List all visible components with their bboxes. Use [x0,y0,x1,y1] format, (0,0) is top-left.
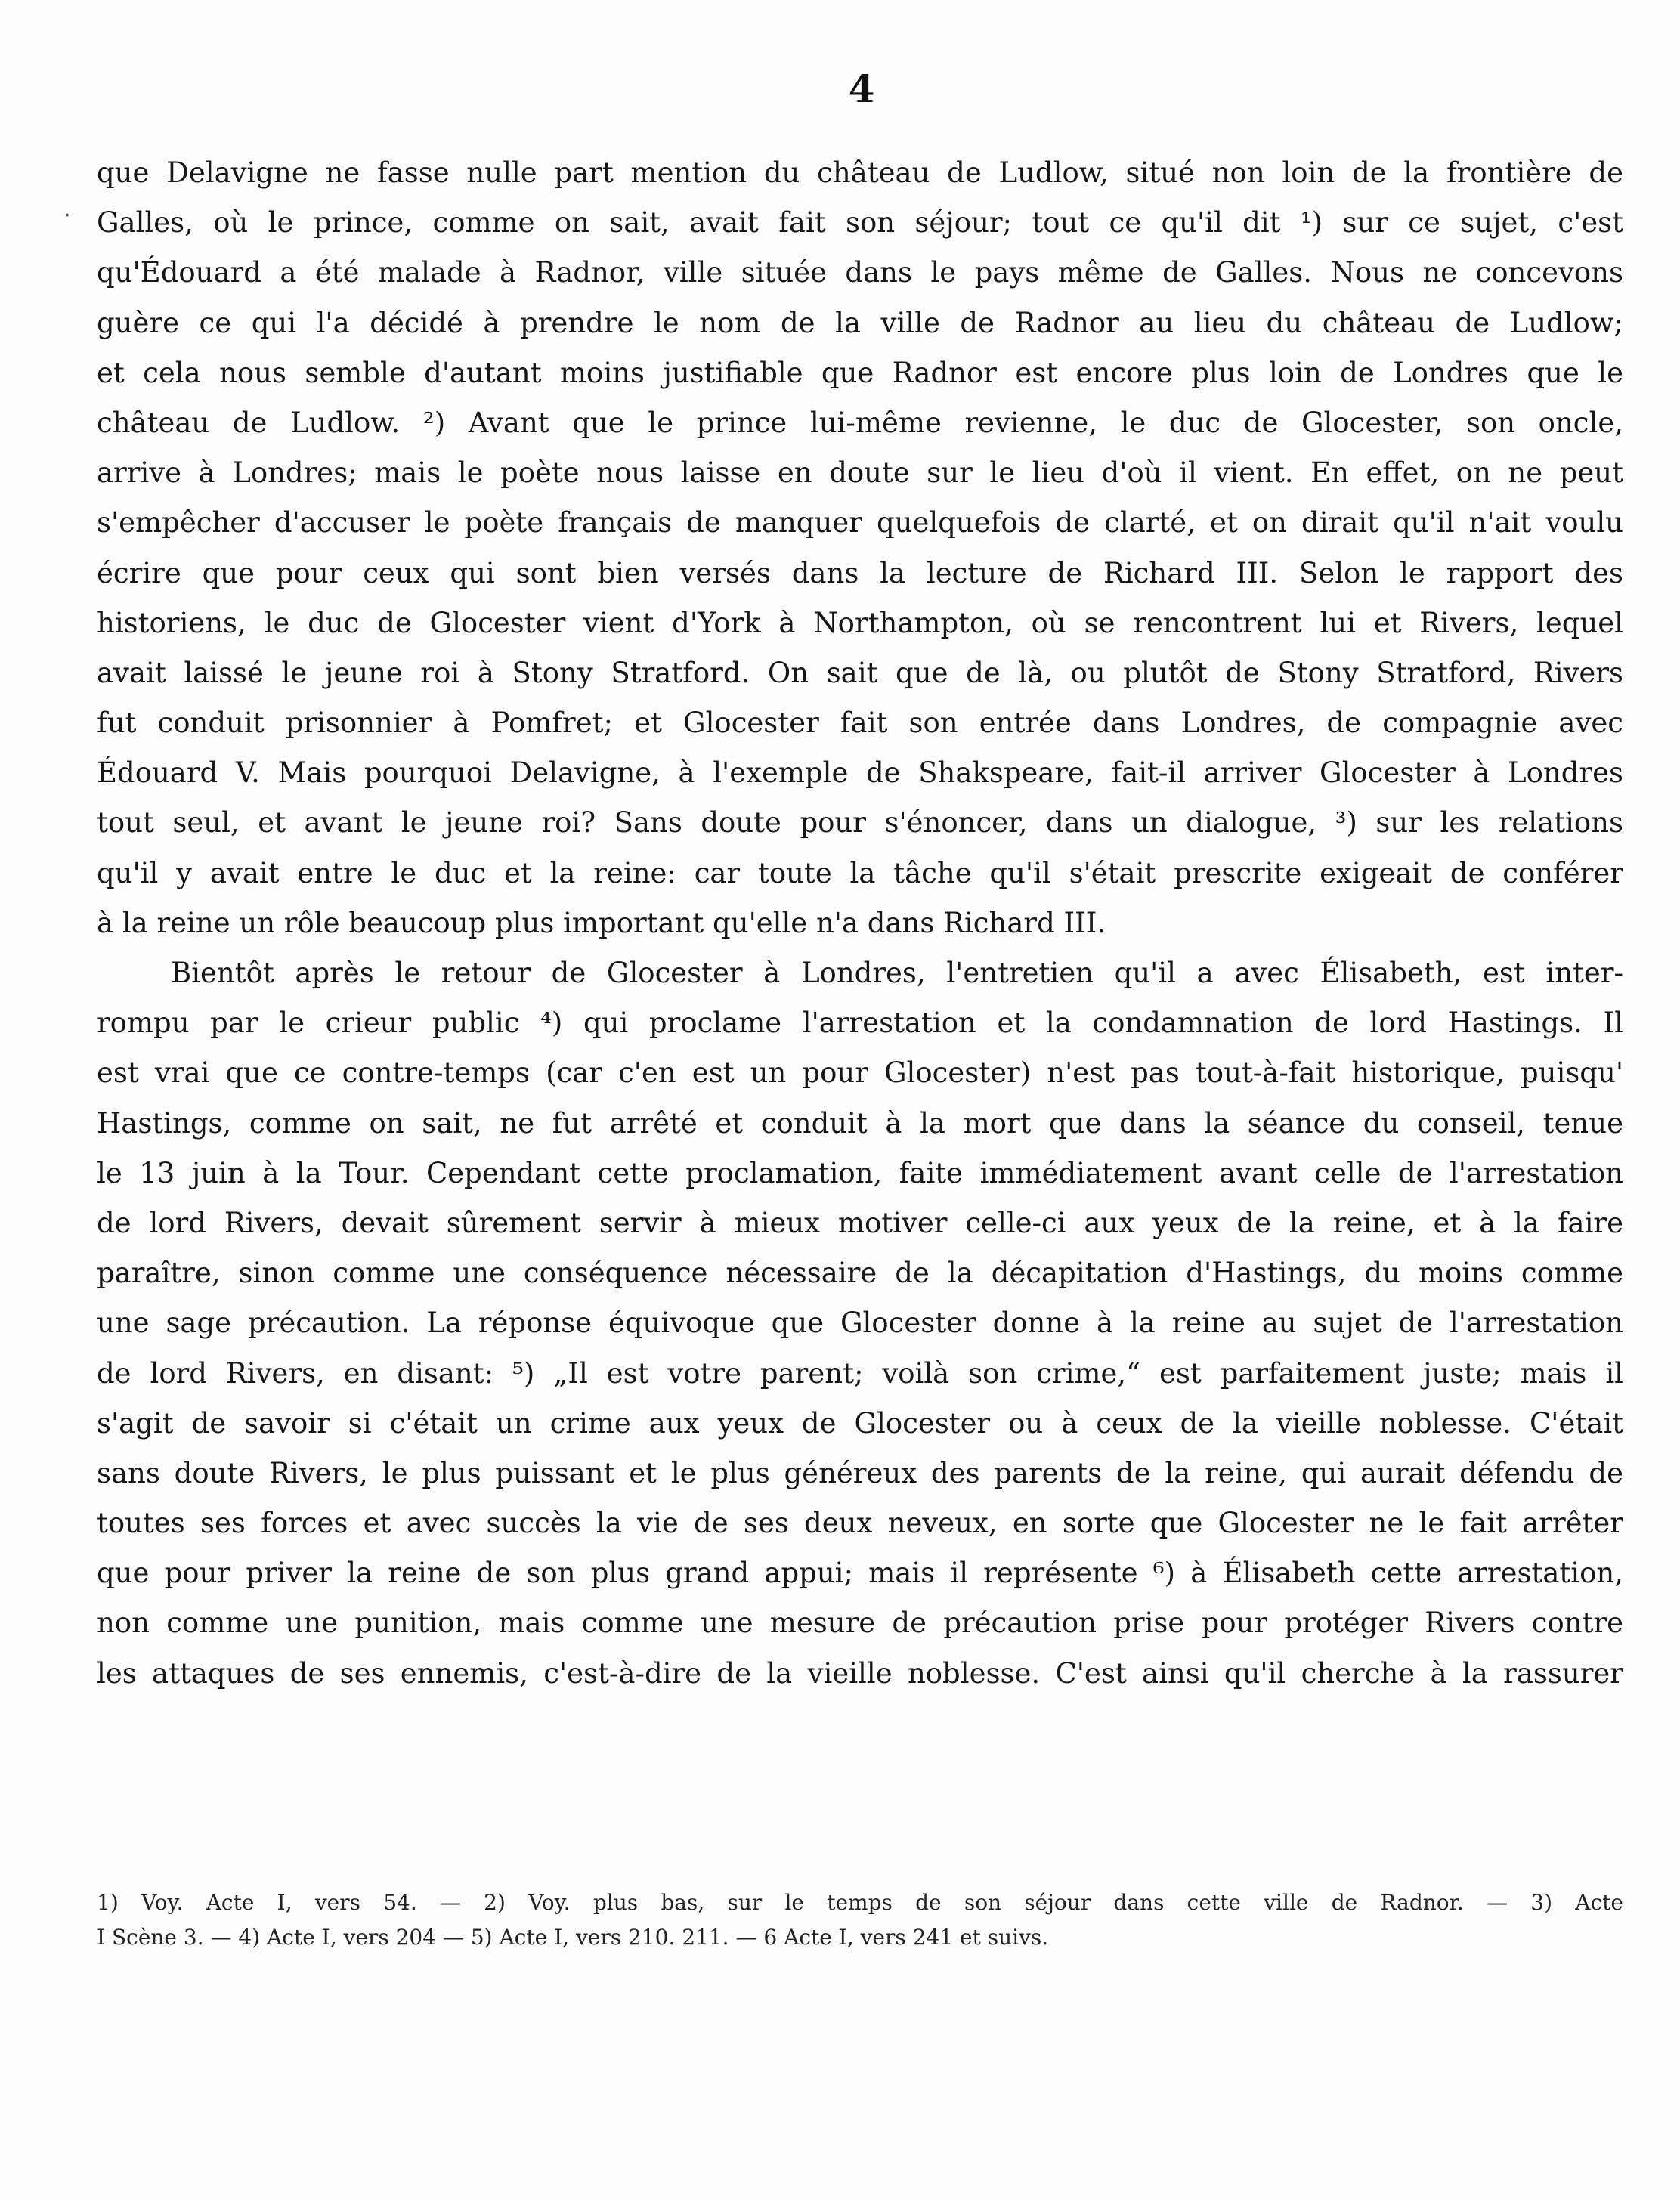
text-line: que pour priver la reine de son plus grand appui; mais il représente ⁶) à Élisabeth cette arrestation, [97,1557,1623,1590]
text-line: guère ce qui l'a décidé à prendre le nom de la ville de Radnor au lieu du château de Ludlow; [97,306,1623,339]
text-line: de lord Rivers, devait sûrement servir à mieux motiver celle-ci aux yeux de la reine, et à la faire [97,1206,1623,1239]
text-line: est vrai que ce contre-temps (car c'en est un pour Glocester) n'est pas tout-à-fait historique, puisqu' [97,1056,1623,1090]
text-line: les attaques de ses ennemis, c'est-à-dire de la vieille noblesse. C'est ainsi qu'il cherche à la rassurer [97,1656,1623,1690]
text-line: sans doute Rivers, le plus puissant et le plus généreux des parents de la reine, qui aurait défendu de [97,1456,1623,1489]
text-line: et cela nous semble d'autant moins justifiable que Radnor est encore plus loin de Londres que le [97,356,1623,389]
text-line: s'empêcher d'accuser le poète français de manquer quelquefois de clarté, et on dirait qu'il n'ait voulu [97,506,1623,540]
text-line: le 13 juin à la Tour. Cependant cette proclamation, faite immédiatement avant celle de l'arrestation [97,1156,1623,1189]
text-line: une sage précaution. La réponse équivoque que Glocester donne à la reine au sujet de l'arrestation [97,1307,1623,1340]
text-line: que Delavigne ne fasse nulle part mention du château de Ludlow, situé non loin de la frontière de [97,156,1623,189]
text-line: Édouard V. Mais pourquoi Delavigne, à l'exemple de Shakspeare, fait-il arriver Glocester à Londres [97,756,1623,790]
text-line: château de Ludlow. ²) Avant que le prince lui-même revienne, le duc de Glocester, son oncle, [97,406,1623,439]
paragraph-end-line: à la reine un rôle beaucoup plus important qu'elle n'a dans Richard III. [97,906,1106,939]
text-line: non comme une punition, mais comme une mesure de précaution prise pour protéger Rivers contre [97,1607,1623,1640]
page-number: 4 [848,66,875,111]
paragraph-start-line: Bientôt après le retour de Glocester à Londres, l'entretien qu'il a avec Élisabeth, est inter- [171,957,1623,989]
body-text [97,148,1623,1699]
text-line: Hastings, comme on sait, ne fut arrêté et conduit à la mort que dans la séance du conseil, tenue [97,1106,1623,1140]
text-line: s'agit de savoir si c'était un crime aux yeux de Glocester ou à ceux de la vieille noblesse. C'était [97,1406,1623,1440]
footnote-line: 1) Voy. Acte I, vers 54. — 2) Voy. plus bas, sur le temps de son séjour dans cette ville de Radnor. — 3) Acte [97,1890,1623,1915]
text-line: Galles, où le prince, comme on sait, avait fait son séjour; tout ce qu'il dit ¹) sur ce sujet, c'est [97,206,1623,240]
text-line: rompu par le crieur public ⁴) qui proclame l'arrestation et la condamnation de lord Hastings. Il [97,1007,1623,1040]
text-line: écrire que pour ceux qui sont bien versés dans la lecture de Richard III. Selon le rapport des [97,556,1623,589]
text-line: tout seul, et avant le jeune roi? Sans doute pour s'énoncer, dans un dialogue, ³) sur les relations [97,806,1623,840]
margin-mark: · [63,203,71,229]
text-line: qu'il y avait entre le duc et la reine: car toute la tâche qu'il s'était prescrite exigeait de conférer [97,856,1623,889]
footnote-line: I Scène 3. — 4) Acte I, vers 204 — 5) Acte I, vers 210. 211. — 6 Acte I, vers 241 et suivs. [97,1925,1049,1950]
text-line: toutes ses forces et avec succès la vie de ses deux neveux, en sorte que Glocester ne le fait arrêter [97,1507,1623,1540]
text-line: de lord Rivers, en disant: ⁵) „Il est votre parent; voilà son crime,“ est parfaitement juste; mais il [97,1356,1623,1390]
text-line: paraître, sinon comme une conséquence nécessaire de la décapitation d'Hastings, du moins comme [97,1257,1623,1290]
text-line: fut conduit prisonnier à Pomfret; et Glocester fait son entrée dans Londres, de compagnie avec [97,707,1623,740]
text-line: historiens, le duc de Glocester vient d'York à Northampton, où se rencontrent lui et Rivers, lequel [97,606,1623,639]
text-line: avait laissé le jeune roi à Stony Stratford. On sait que de là, ou plutôt de Stony Stratford, Rivers [97,656,1623,689]
text-line: qu'Édouard a été malade à Radnor, ville située dans le pays même de Galles. Nous ne concevons [97,256,1623,289]
footnotes [97,1885,1623,1955]
text-line: arrive à Londres; mais le poète nous laisse en doute sur le lieu d'où il vient. En effet, on ne peut [97,456,1623,490]
